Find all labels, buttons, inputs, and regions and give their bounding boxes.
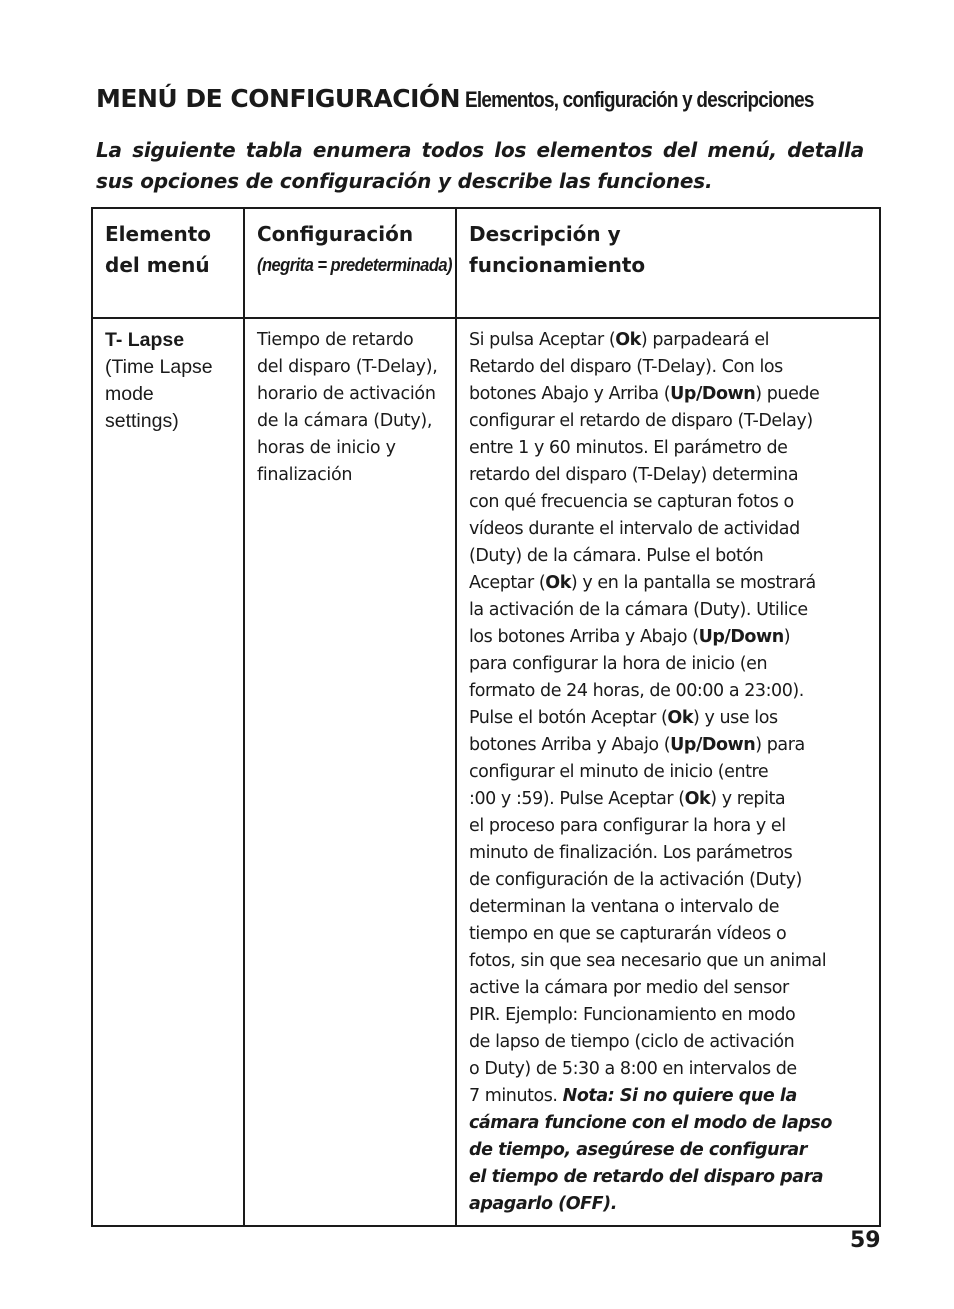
description-line xyxy=(469,543,867,570)
item-name: T- Lapse xyxy=(105,329,185,351)
description-segment: ) y en la pantalla se mostrará xyxy=(570,573,816,593)
header-description xyxy=(456,208,880,318)
description-segment: ) parpadeará el xyxy=(640,330,770,350)
description-line xyxy=(469,732,867,759)
section-heading xyxy=(96,84,896,113)
description-line xyxy=(469,597,867,624)
page-number: 59 xyxy=(850,1228,881,1253)
description-segment: Pulse el botón Aceptar ( xyxy=(469,708,668,728)
description-line xyxy=(469,948,867,975)
description-segment: ) para xyxy=(755,735,805,755)
description-segment: PIR. Ejemplo: Funcionamiento en modo xyxy=(469,1005,796,1025)
description-segment: Aceptar ( xyxy=(469,573,546,593)
cell-description xyxy=(456,318,880,1226)
button-name-bold: Ok xyxy=(545,573,571,593)
description-segment: los botones Arriba y Abajo ( xyxy=(469,627,699,647)
config-text: Tiempo de retardo del disparo (T-Delay), horario de activación de la cámara (Duty), horas de inicio y finalización xyxy=(257,330,438,485)
header-config-note: (negrita = predeterminada) xyxy=(257,255,453,275)
cell-item xyxy=(92,318,244,1226)
note-text: Nota: Si no quiere que la xyxy=(562,1086,797,1106)
description-segment: ) y use los xyxy=(693,708,778,728)
description-segment: configurar el minuto de inicio (entre xyxy=(469,762,769,782)
header-item xyxy=(92,208,244,318)
description-line xyxy=(469,1083,867,1110)
description-segment: botones Abajo y Arriba ( xyxy=(469,384,671,404)
heading-subtitle: Elementos, configuración y descripciones xyxy=(465,87,814,112)
description-segment: ) xyxy=(783,627,791,647)
description-line xyxy=(469,462,867,489)
description-segment: la activación de la cámara (Duty). Utilice xyxy=(469,600,808,620)
description-segment: (Duty) de la cámara. Pulse el botón xyxy=(469,546,764,566)
header-config-label: Configuración xyxy=(257,222,414,246)
note-text: apagarlo (OFF). xyxy=(469,1194,617,1214)
header-config xyxy=(244,208,456,318)
description-line xyxy=(469,327,867,354)
description-line xyxy=(469,813,867,840)
description-line xyxy=(469,1056,867,1083)
description-segment: o Duty) de 5:30 a 8:00 en intervalos de xyxy=(469,1059,797,1079)
button-name-bold: Ok xyxy=(684,789,711,809)
description-line xyxy=(469,354,867,381)
description-line xyxy=(469,489,867,516)
description-segment: :00 y :59). Pulse Aceptar ( xyxy=(469,789,685,809)
header-description-label: Descripción y funcionamiento xyxy=(469,222,646,277)
description-segment: Retardo del disparo (T-Delay). Con los xyxy=(469,357,783,377)
description-segment: retardo del disparo (T-Delay) determina xyxy=(469,465,799,485)
description-line xyxy=(469,570,867,597)
description-line xyxy=(469,975,867,1002)
description-segment: botones Arriba y Abajo ( xyxy=(469,735,671,755)
description-line xyxy=(469,678,867,705)
button-name-bold: Up/Down xyxy=(670,735,756,755)
description-segment: active la cámara por medio del sensor xyxy=(469,978,789,998)
description-segment: formato de 24 horas, de 00:00 a 23:00). xyxy=(469,681,804,701)
description-line xyxy=(469,759,867,786)
description-text xyxy=(469,327,867,1218)
button-name-bold: Up/Down xyxy=(698,627,784,647)
description-line xyxy=(469,894,867,921)
description-segment: determinan la ventana o intervalo de xyxy=(469,897,780,917)
description-line xyxy=(469,1029,867,1056)
description-segment: de lapso de tiempo (ciclo de activación xyxy=(469,1032,795,1052)
description-line xyxy=(469,381,867,408)
description-line xyxy=(469,786,867,813)
intro-paragraph: La siguiente tabla enumera todos los elementos del menú, detalla sus opciones de configuración y describe las funciones. xyxy=(96,138,864,193)
heading-title: MENÚ DE CONFIGURACIÓN xyxy=(96,84,461,113)
description-line xyxy=(469,705,867,732)
description-segment: minuto de finalización. Los parámetros xyxy=(469,843,793,863)
description-segment: tiempo en que se capturarán vídeos o xyxy=(469,924,787,944)
description-line xyxy=(469,921,867,948)
note-text: de tiempo, asegúrese de configurar xyxy=(469,1140,807,1160)
description-line xyxy=(469,435,867,462)
description-line xyxy=(469,867,867,894)
button-name-bold: Ok xyxy=(667,708,694,728)
description-segment: ) puede xyxy=(755,384,820,404)
description-segment: ) y repita xyxy=(710,789,786,809)
button-name-bold: Up/Down xyxy=(670,384,756,404)
cell-config xyxy=(244,318,456,1226)
header-item-label: Elemento del menú xyxy=(105,222,212,277)
description-line xyxy=(469,516,867,543)
description-segment: de configuración de la activación (Duty) xyxy=(469,870,802,890)
note-text: el tiempo de retardo del disparo para xyxy=(469,1167,824,1187)
description-segment: Si pulsa Aceptar ( xyxy=(469,330,616,350)
description-segment: vídeos durante el intervalo de actividad xyxy=(469,519,800,539)
description-line xyxy=(469,651,867,678)
description-line xyxy=(469,1002,867,1029)
menu-table xyxy=(91,207,881,1227)
table-row xyxy=(92,318,880,1226)
description-segment: para configurar la hora de inicio (en xyxy=(469,654,768,674)
description-segment: configurar el retardo de disparo (T-Delay) xyxy=(469,411,813,431)
description-line xyxy=(469,408,867,435)
description-segment: el proceso para configurar la hora y el xyxy=(469,816,786,836)
description-line xyxy=(469,840,867,867)
description-line xyxy=(469,624,867,651)
note-text: cámara funcione con el modo de lapso xyxy=(469,1113,832,1133)
description-segment: 7 minutos. xyxy=(469,1086,563,1106)
table-header-row xyxy=(92,208,880,318)
button-name-bold: Ok xyxy=(615,330,641,350)
description-segment: entre 1 y 60 minutos. El parámetro de xyxy=(469,438,788,458)
description-segment: con qué frecuencia se capturan fotos o xyxy=(469,492,794,512)
description-segment: fotos, sin que sea necesario que un animal xyxy=(469,951,827,971)
item-detail: (Time Lapse mode settings) xyxy=(105,356,213,432)
